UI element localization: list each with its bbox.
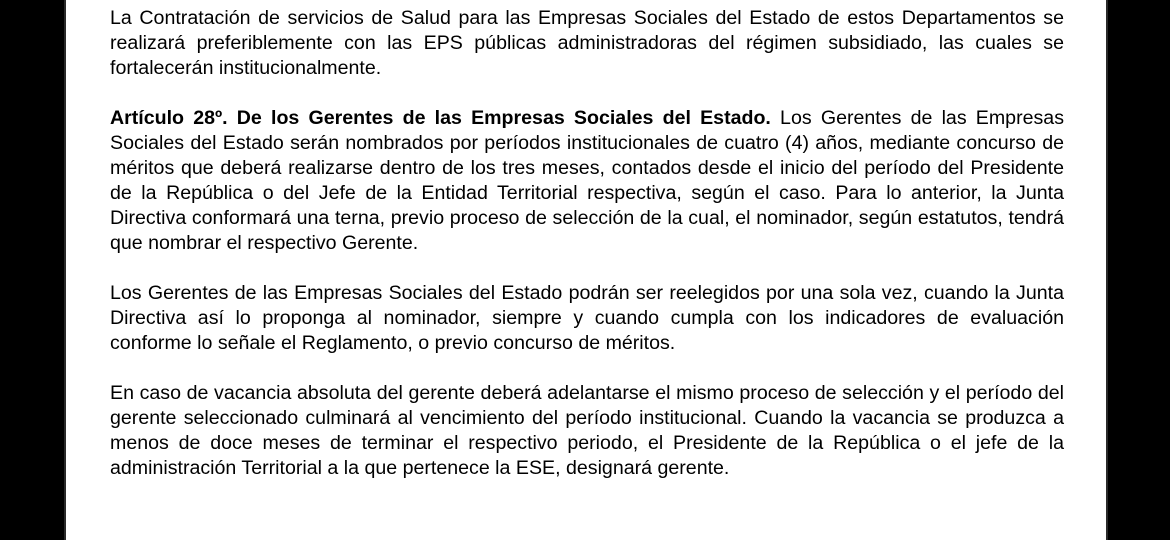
paragraph-reeleccion-gerentes xyxy=(110,281,1064,356)
paragraph-text: En caso de vacancia absoluta del gerente deberá adelantarse el mismo proceso de selección y el período del gerente seleccionado culminará al vencimiento del período institucional. Cuando la vacancia se produzca a menos de doce meses de terminar el respectivo periodo, el Presidente de la República o el jefe de la administración Territorial a la que pertenece la ESE, designará gerente. xyxy=(110,382,1064,479)
document-page xyxy=(64,0,1108,540)
paragraph-text: Los Gerentes de las Empresas Sociales del Estado serán nombrados por períodos institucionales de cuatro (4) años, mediante concurso de méritos que deberá realizarse dentro de los tres meses, contados desde el inicio del período del Presidente de la República o del Jefe de la Entidad Territorial respectiva, según el caso. Para lo anterior, la Junta Directiva conformará una terna, previo proceso de selección de la cual, el nominador, según estatutos, tendrá que nombrar el respectivo Gerente. xyxy=(110,107,1064,254)
paragraph-text: Los Gerentes de las Empresas Sociales del Estado podrán ser reelegidos por una sola vez, cuando la Junta Directiva así lo proponga al nominador, siempre y cuando cumpla con los indicadores de evaluación conforme lo señale el Reglamento, o previo concurso de méritos. xyxy=(110,282,1064,354)
document-body xyxy=(110,6,1064,481)
article-heading: Artículo 28º. De los Gerentes de las Empresas Sociales del Estado. xyxy=(110,107,771,129)
paragraph-vacancia-absoluta xyxy=(110,381,1064,481)
paragraph-text: La Contratación de servicios de Salud para las Empresas Sociales del Estado de estos Departamentos se realizará preferiblemente con las EPS públicas administradoras del régimen subsidiado, las cuales se fortalecerán institucionalmente. xyxy=(110,7,1064,79)
paragraph-articulo-28 xyxy=(110,106,1064,256)
paragraph-contratacion-salud xyxy=(110,6,1064,81)
